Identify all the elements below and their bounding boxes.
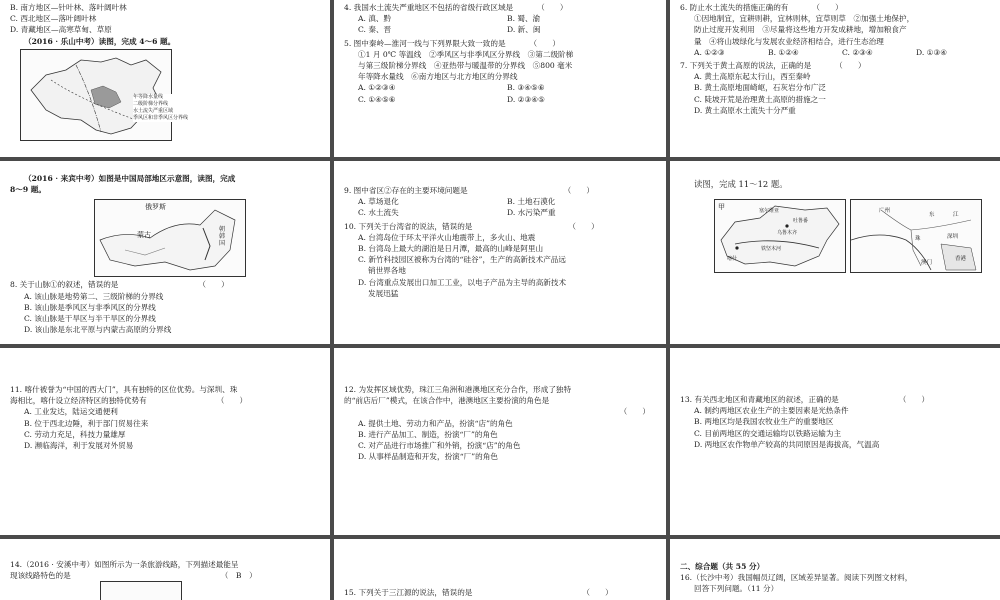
option-row <box>344 94 656 105</box>
answer-paren: （ ） <box>812 3 843 12</box>
legend-item: 年等降水量线 <box>133 93 164 100</box>
option-line: B. 南方地区—针叶林、落叶阔叶林 <box>10 3 127 12</box>
panel-q14 <box>0 539 330 600</box>
option-row <box>344 196 656 207</box>
question-text: ①1 月 0℃ 等温线 ②季风区与非季风区分界线 ③第二级阶梯 <box>358 49 574 59</box>
question-text: 量 ④将山坡绿化与发展农业经济相结合，进行生态治理 <box>694 36 884 46</box>
option-row <box>344 82 656 93</box>
option-b: B. 蜀、渝 <box>507 14 541 24</box>
question-stem: 12. 为发挥区域优势，珠江三角洲和港澳地区充分合作，形成了独特 <box>344 385 572 394</box>
china-map-figure <box>20 49 189 141</box>
question-intro: 读图，完成 11～12 题。 <box>694 179 788 189</box>
option-a: A. 提供土地、劳动力和产品，扮演“店”的角色 <box>358 418 513 428</box>
map-a-label: 甲 <box>718 203 725 211</box>
question-intro: （2016 · 乐山中考）读图，完成 4～6 题。 <box>24 36 176 46</box>
option-d: D. ②③④⑤ <box>507 94 545 104</box>
question-stem: 15. 下列关于三江源的说法，错误的是 （ ） <box>344 588 613 597</box>
question-stem: 海相比，喀什设立经济特区的独特优势有 （ ） <box>10 396 248 406</box>
map-a-place: 塞尔维亚 <box>759 208 780 214</box>
map-a-place: 吐鲁番 <box>793 218 809 224</box>
question-text: ①因地制宜，宜耕则耕，宜林则林，宜草则草 ②加强土地保护， <box>694 14 915 24</box>
answer-paren: （ ） <box>568 221 599 231</box>
option-c: C. ②③④ <box>842 47 873 57</box>
option-c: C. 新竹科技园区被称为台湾的“硅谷”，生产的高新技术产品远 <box>358 255 566 265</box>
map-a-figure <box>714 199 846 273</box>
panel-q9-q10 <box>334 161 666 344</box>
option-b: B. 土地石漠化 <box>507 197 556 207</box>
legend-item: 二级阶梯分界线 <box>133 100 169 107</box>
question-stem: 16.（长沙中考）我国幅员辽阔，区域差异显著。阅读下列图文材料， <box>680 573 913 583</box>
option-d: D. 新、闽 <box>507 25 541 35</box>
answer-paren: （ ） <box>537 3 568 12</box>
question-stem: 5. 图中秦岭—淮河一线与下列界限大致一致的是 （ ） <box>344 38 560 48</box>
answer-paren: （ ） <box>582 588 613 597</box>
question-stem: 回答下列问题。（11 分） <box>694 584 779 594</box>
option-d: D. 台湾重点发展出口加工工业，以电子产品为主导的高新技术 <box>358 277 567 287</box>
map-label-russia: 俄罗斯 <box>145 203 166 212</box>
option-b: B. 黄土高原地面崎岖，石灰岩分布广泛 <box>694 83 826 93</box>
option-row <box>344 207 656 218</box>
option-d: D. 从事样品制造和开发，扮演“厂”的角色 <box>358 452 498 462</box>
option-b: B. 进行产品加工、制造，扮演“厂”的角色 <box>358 429 498 439</box>
panel-q6-q7 <box>670 0 1000 157</box>
answer-paren: （ ） <box>619 407 650 417</box>
option-d: D. 水污染严重 <box>507 208 556 218</box>
panel-q11 <box>0 348 330 535</box>
panel-q12 <box>334 348 666 535</box>
option-a: A. 工业发达，陆运交通便利 <box>24 407 118 417</box>
panel-q3-q6-intro <box>0 0 330 157</box>
map-a-place: 铁坚木河 <box>761 246 782 252</box>
question-stem: 6. 防止水土流失的措施正确的有 （ ） <box>680 3 843 12</box>
map-b-place: 深圳 <box>947 234 959 240</box>
region-map-figure <box>94 199 246 277</box>
option-row <box>344 13 656 24</box>
option-a: A. ①②③④ <box>358 83 396 93</box>
panel-q8 <box>0 161 330 344</box>
question-stem: 13. 有关西北地区和青藏地区的叙述，正确的是 （ ） <box>680 395 930 404</box>
option-c: C. 目前两地区的交通运输均以铁路运输为主 <box>694 428 842 438</box>
panel-q11-q12-maps <box>670 161 1000 344</box>
option-b: B. 台湾岛上最大的湖泊是日月潭，最高的山峰是阿里山 <box>358 244 544 254</box>
section-heading: 二、综合题（共 55 分） <box>680 562 765 571</box>
option-c: C. 秦、晋 <box>358 25 392 35</box>
option-d: D. ①③④ <box>916 47 948 57</box>
answer-paren: （ ） <box>216 396 248 406</box>
question-stem: 4. 我国水土流失严重地区不包括的省级行政区域是 （ ） <box>344 3 568 12</box>
map-b-figure <box>850 199 982 273</box>
question-stem: 11. 喀什被誉为“中国的西大门”，具有独特的区位优势。与深圳、珠 <box>10 385 238 394</box>
question-stem: 9. 图中省区②存在的主要环境问题是 （ ） <box>344 186 594 195</box>
answer-paren: （ B ） <box>220 571 257 581</box>
question-stem: 现该线路特色的是 （ B ） <box>10 571 257 581</box>
option-d: D. 两地区农作物单产较高的共同原因是海拔高，气温高 <box>694 439 880 449</box>
panel-q16 <box>670 539 1000 600</box>
map-a-place: 喀什 <box>727 256 738 262</box>
question-stem: 7. 下列关于黄土高原的说法，正确的是 （ ） <box>680 61 866 71</box>
question-text: 与第三级阶梯分界线 ④亚热带与暖温带的分界线 ⑤800 毫米 <box>358 61 573 71</box>
option-b: B. ③④⑤⑥ <box>507 83 545 93</box>
option-row <box>680 47 990 58</box>
option-line: C. 西北地区—落叶阔叶林 <box>10 14 97 24</box>
option-c: C. 劳动力充足，科技力量雄厚 <box>24 429 126 439</box>
answer-paren: （ ） <box>529 38 560 48</box>
panel-q4-q5 <box>334 0 666 157</box>
option-a: A. 黄土高原东起太行山，西至秦岭 <box>694 72 811 82</box>
option-a: A. 滇、黔 <box>358 14 392 24</box>
option-c-cont: 销世界各地 <box>368 266 406 276</box>
map-label-mongolia: 蒙古 <box>137 231 151 240</box>
map-a-place: 乌鲁木齐 <box>777 230 798 236</box>
map-b-place: 广州 <box>879 208 891 214</box>
map-legend <box>133 94 193 122</box>
map-b-place: 香港 <box>955 256 967 262</box>
option-row <box>344 24 656 35</box>
option-b: B. 位于西北边陲，利于部门贸易往来 <box>24 418 149 428</box>
tour-route-map <box>100 581 182 600</box>
answer-paren: （ ） <box>835 61 866 71</box>
map-b-place: 澳门 <box>921 260 933 266</box>
option-a: A. 草场退化 <box>358 197 399 207</box>
question-intro: 8～9 题。 <box>10 185 46 195</box>
map-b-place: 东 <box>929 212 935 218</box>
question-text: 防止过度开发利用 ③尽量将这些地方开发成耕地，增加粮食产 <box>694 25 907 35</box>
option-c: C. 陡坡开荒是治理黄土高原的措施之一 <box>694 94 826 104</box>
option-c: C. 该山脉是干旱区与半干旱区的分界线 <box>24 314 156 324</box>
option-c: C. 水土流失 <box>358 208 399 218</box>
question-intro: （2016 · 来宾中考）如图是中国局部地区示意图，读图，完成 <box>24 174 236 183</box>
question-text: 年等降水量线 ⑥南方地区与北方地区的分界线 <box>358 72 518 82</box>
question-stem: 14.（2016 · 安溪中考）如图所示为一条旅游线路，下列描述最能呈 <box>10 560 239 569</box>
option-c: C. 对产品进行市场推广和外销，扮演“店”的角色 <box>358 441 521 451</box>
option-b: B. 两地区均是我国农牧业生产的重要地区 <box>694 417 834 427</box>
option-line: D. 青藏地区—高寒草甸、草原 <box>10 25 112 35</box>
map-label-korea: 朝 韩 国 <box>219 226 226 248</box>
answer-paren: （ ） <box>198 280 229 290</box>
option-d: D. 黄土高原水土流失十分严重 <box>694 105 796 115</box>
option-a: A. 制约两地区农业生产的主要因素是光热条件 <box>694 406 849 416</box>
legend-item: 水土流失严重区域 <box>133 107 174 114</box>
option-a: A. 该山脉是地势第二、三级阶梯的分界线 <box>24 291 164 301</box>
legend-item: 季风区和非季风区分界线 <box>133 114 189 121</box>
option-a: A. ①②③ <box>694 47 725 57</box>
option-b: B. ①②④ <box>768 47 799 57</box>
option-b: B. 该山脉是季风区与非季风区的分界线 <box>24 302 156 312</box>
option-c: C. ①④⑤⑥ <box>358 94 396 104</box>
option-d: D. 该山脉是东北平原与内蒙古高原的分界线 <box>24 325 172 335</box>
map-b-place: 江 <box>953 212 959 218</box>
option-a: A. 台湾岛位于环太平洋火山地震带上，多火山、地震 <box>358 232 536 242</box>
question-stem: 10. 下列关于台湾省的说法，错误的是 （ ） <box>344 221 599 231</box>
panel-q15 <box>334 539 666 600</box>
map-b-place: 珠 <box>915 236 921 242</box>
option-d-cont: 发展迅猛 <box>368 288 399 298</box>
panel-q13 <box>670 348 1000 535</box>
question-stem: 的“前店后厂”模式，在该合作中，港澳地区主要扮演的角色是 <box>344 396 550 406</box>
answer-paren: （ ） <box>898 395 930 404</box>
option-d: D. 濒临海洋，利于发展对外贸易 <box>24 441 134 451</box>
answer-paren: （ ） <box>563 186 594 195</box>
question-stem: 8. 关于山脉①的叙述，错误的是 （ ） <box>10 280 229 290</box>
